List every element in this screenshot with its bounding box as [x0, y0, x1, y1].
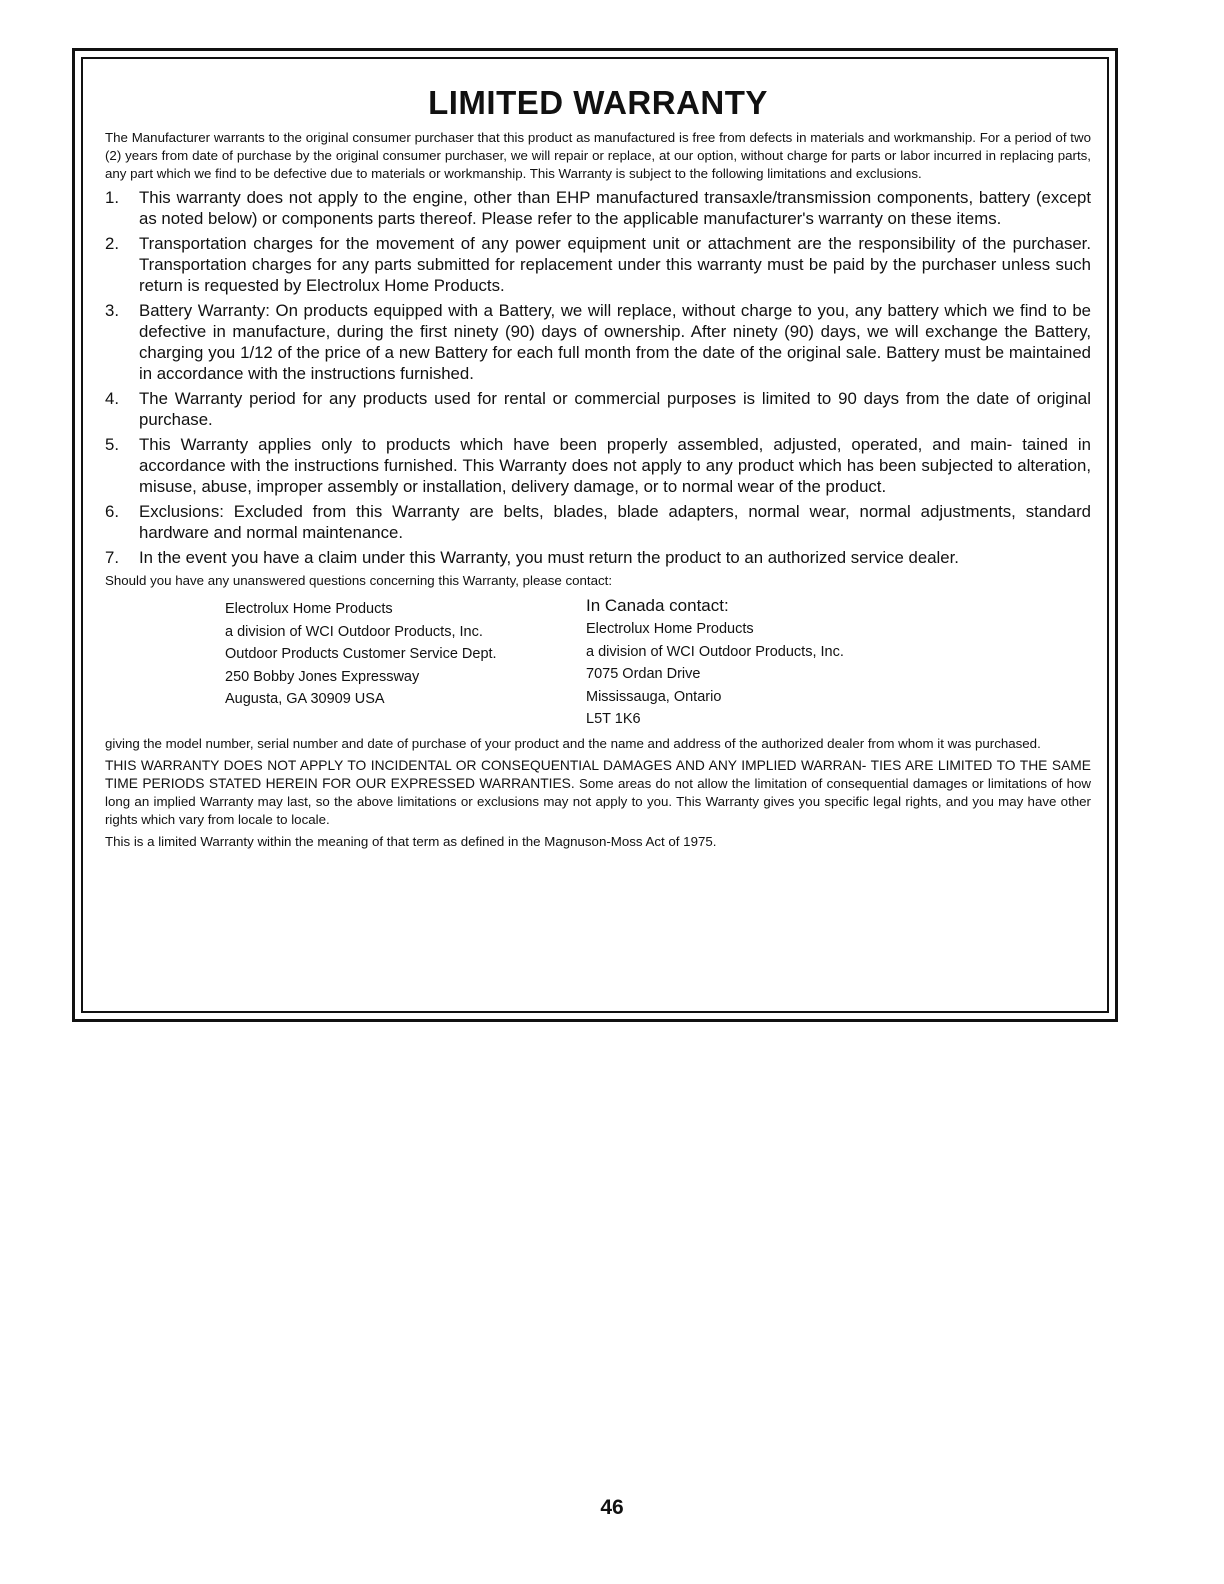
canada-address [586, 594, 844, 731]
disclaimer-caps-text: THIS WARRANTY DOES NOT APPLY TO INCIDENTAL OR CONSEQUENTIAL DAMAGES AND ANY IMPLIED WARRAN- TIES ARE LIMITED TO THE SAME TIME PERIODS STATED HEREIN FOR OUR EXPRESSED WARRANTIES. [105, 757, 1091, 791]
canada-address-line: 7075 Ordan Drive [586, 666, 701, 682]
list-item-text: Battery Warranty: On products equipped with a Battery, we will replace, without charge to you, any battery which we find to be defective in manufacture, during the first ninety (90) days of ownership. After ninety (90) days, we will exchange the Battery, charging you 1/12 of the price of a new Battery for each full month from the date of the original sale. Battery must be maintained in accordance with the instructions furnished. [139, 301, 1091, 383]
list-item-number: 2. [105, 234, 119, 253]
list-item [105, 233, 1091, 296]
us-address-line: Electrolux Home Products [225, 601, 393, 617]
us-address-line: Outdoor Products Customer Service Dept. [225, 646, 497, 662]
list-item [105, 547, 1091, 568]
magnuson-moss-text: This is a limited Warranty within the meaning of that term as defined in the Magnuson-Moss Act of 1975. [105, 833, 717, 849]
us-address [105, 594, 586, 731]
limitations-list [105, 187, 1091, 568]
list-item [105, 388, 1091, 430]
list-item-number: 1. [105, 188, 119, 207]
canada-address-line: Electrolux Home Products [586, 621, 754, 637]
questions-contact-text: Should you have any unanswered questions concerning this Warranty, please contact: [105, 573, 613, 588]
canada-address-line: L5T 1K6 [586, 711, 641, 727]
page-number: 46 [600, 1496, 624, 1519]
list-item-text: This Warranty applies only to products which have been properly assembled, adjusted, operated, and main- tained in accordance with the instructions furnished. This Warranty does not apply to any product which has been subjected to alteration, misuse, abuse, improper assembly or installation, delivery damage, or to normal wear of the product. [139, 435, 1091, 496]
disclaimer-text: Some areas do not allow the limitation of consequential damages or limitations of how long an implied Warranty may last, so the above limitations or exclusions may not apply to you. This Warranty gives you specific legal rights, and you may have other rights which vary from locale to locale. [105, 775, 1091, 827]
us-address-line: Augusta, GA 30909 USA [225, 691, 385, 707]
list-item-number: 5. [105, 435, 119, 454]
us-address-line: 250 Bobby Jones Expressway [225, 668, 420, 685]
canada-contact-heading: In Canada contact: [586, 596, 729, 615]
list-item-number: 6. [105, 502, 119, 521]
disclaimer-paragraph [105, 757, 1091, 829]
list-item-number: 3. [105, 301, 119, 320]
list-item-text: Exclusions: Excluded from this Warranty are belts, blades, blade adapters, normal wear, normal adjustments, standard hardware and normal maintenance. [139, 502, 1091, 542]
giving-details-text: giving the model number, serial number and date of purchase of your product and the name and address of the authorized dealer from whom it was purchased. [105, 735, 1041, 751]
us-address-line: a division of WCI Outdoor Products, Inc. [225, 623, 483, 640]
list-item [105, 501, 1091, 543]
list-item-number: 7. [105, 548, 119, 567]
list-item-text: In the event you have a claim under this Warranty, you must return the product to an authorized service dealer. [139, 548, 959, 567]
list-item [105, 187, 1091, 229]
list-item [105, 300, 1091, 384]
list-item [105, 434, 1091, 497]
list-item-text: This warranty does not apply to the engine, other than EHP manufactured transaxle/transmission components, battery (except as noted below) or components parts thereof. Please refer to the applicable manufacturer's warranty on these items. [139, 188, 1091, 228]
intro-paragraph: The Manufacturer warrants to the original consumer purchaser that this product as manufactured is free from defects in materials and workmanship. For a period of two (2) years from date of purchase by the original consumer purchaser, we will repair or replace, at our option, without charge for parts or labor incurred in replacing parts, any part which we find to be defective due to materials or workmanship. This Warranty is subject to the following limitations and exclusions. [105, 130, 1091, 181]
contact-addresses [105, 594, 1091, 731]
canada-address-line: Mississauga, Ontario [586, 688, 722, 705]
canada-address-line: a division of WCI Outdoor Products, Inc. [586, 643, 844, 660]
warranty-box-outer-border [72, 48, 1118, 1022]
list-item-text: Transportation charges for the movement of any power equipment unit or attachment are the responsibility of the purchaser. Transportation charges for any parts submitted for replacement under this warranty must be paid by the purchaser unless such return is requested by Electrolux Home Products. [139, 234, 1091, 295]
warranty-box [81, 57, 1109, 1013]
page-title: LIMITED WARRANTY [428, 84, 768, 121]
list-item-number: 4. [105, 389, 119, 408]
list-item-text: The Warranty period for any products used for rental or commercial purposes is limited to 90 days from the date of original purchase. [139, 389, 1091, 429]
